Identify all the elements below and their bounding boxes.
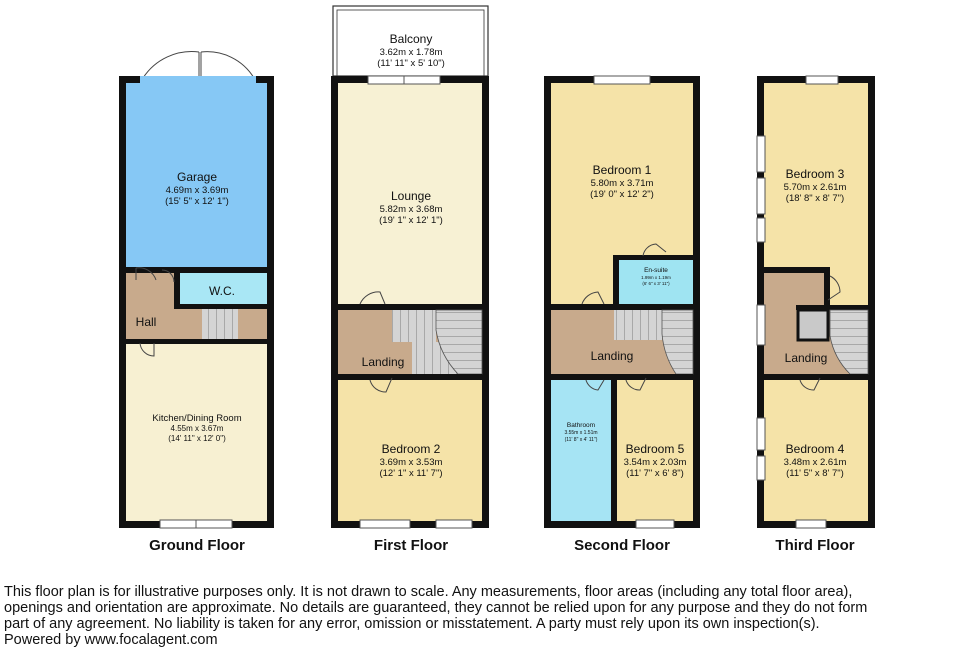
garage-door-opening xyxy=(140,76,256,83)
bedroom3-window-side-2 xyxy=(757,178,765,214)
bedroom2-imperial: (12' 1" x 11' 7") xyxy=(379,468,443,479)
bedroom2-window-right xyxy=(436,520,472,528)
third-landing-window xyxy=(757,305,765,345)
balcony-metric: 3.62m x 1.78m xyxy=(379,47,443,58)
garage-metric: 4.69m x 3.69m xyxy=(165,185,229,196)
bedroom3-window-top xyxy=(806,76,838,84)
ensuite-label: En-suite xyxy=(644,267,668,274)
wc-label: W.C. xyxy=(209,284,235,298)
garage-door-swing xyxy=(143,52,254,78)
bedroom3-imperial: (18' 8" x 8' 7") xyxy=(785,193,845,204)
bathroom-metric: 3.55m x 1.51m xyxy=(564,430,598,436)
bedroom3-window-side-3 xyxy=(757,218,765,242)
bedroom5-imperial: (11' 7" x 6' 8") xyxy=(626,468,684,479)
bedroom1-window xyxy=(594,76,650,84)
bedroom4-divider-wall xyxy=(764,374,868,380)
lounge-imperial: (19' 1" x 12' 1") xyxy=(379,215,443,226)
bedroom2-metric: 3.69m x 3.53m xyxy=(379,457,443,468)
disclaimer-line: This floor plan is for illustrative purposes only. It is not drawn to scale. Any measurements, floor areas (including any total floor area), xyxy=(4,584,853,600)
bedroom5-window xyxy=(636,520,674,528)
first-floor-plan xyxy=(331,6,489,554)
first-stairs-upper xyxy=(392,310,436,342)
bedroom1-metric: 5.80m x 3.71m xyxy=(590,178,654,189)
third-floor-plan xyxy=(757,76,875,554)
ground-floor-plan xyxy=(119,52,274,554)
bedroom5-metric: 3.54m x 2.03m xyxy=(623,457,687,468)
bedroom2-divider-wall xyxy=(338,374,482,380)
bedroom3-label: Bedroom 3 xyxy=(785,167,845,181)
bedroom4-window-bottom xyxy=(796,520,826,528)
disclaimer-line: part of any agreement. No liability is taken for any error, omission or misstatement. A party must rely upon its own inspection(s). xyxy=(4,616,820,632)
lounge-label: Lounge xyxy=(390,189,432,203)
first-floor-title: First Floor xyxy=(373,537,449,554)
bedroom5-label: Bedroom 5 xyxy=(625,442,685,456)
second-landing-divider-wall xyxy=(551,374,693,380)
kitchen-imperial: (14' 11" x 12' 0") xyxy=(168,434,226,443)
bedroom1-divider-wall xyxy=(551,304,693,310)
lounge-divider-wall xyxy=(338,304,482,310)
balcony-label: Balcony xyxy=(389,32,433,46)
wc-wall-bottom xyxy=(174,304,267,309)
bathroom-label: Bathroom xyxy=(566,422,596,429)
powered-by-text: Powered by www.focalagent.com xyxy=(4,632,218,648)
bathroom-room xyxy=(551,380,611,521)
second-stairs-upper xyxy=(614,310,662,340)
bedroom4-label: Bedroom 4 xyxy=(785,442,845,456)
ground-floor-title: Ground Floor xyxy=(149,537,245,554)
bedroom4-imperial: (11' 5" x 8' 7") xyxy=(786,468,844,479)
third-floor-title: Third Floor xyxy=(775,537,855,554)
kitchen-metric: 4.55m x 3.67m xyxy=(170,424,224,433)
garage-imperial: (15' 5" x 12' 1") xyxy=(165,196,229,207)
disclaimer-line: openings and orientation are approximate. No details are guaranteed, they cannot be relied upon for any purpose and they do not form xyxy=(4,600,868,616)
disclaimer-text xyxy=(4,584,972,648)
bathroom-divider-wall xyxy=(611,374,617,521)
bedroom2-window-left xyxy=(360,520,410,528)
kitchen-divider-wall xyxy=(126,339,267,344)
second-floor-plan xyxy=(544,76,700,554)
kitchen-label: Kitchen/Dining Room xyxy=(152,413,242,424)
bedroom2-label: Bedroom 2 xyxy=(381,442,441,456)
bedroom4-metric: 3.48m x 2.61m xyxy=(783,457,847,468)
bedroom4-window-side-2 xyxy=(757,456,765,480)
third-landing-label: Landing xyxy=(784,351,828,365)
balcony-imperial: (11' 11" x 5' 10") xyxy=(377,58,445,69)
third-landing-wall xyxy=(764,267,830,273)
bedroom3-metric: 5.70m x 2.61m xyxy=(783,182,847,193)
bedroom1-imperial: (19' 0" x 12' 2") xyxy=(590,189,654,200)
second-landing-label: Landing xyxy=(590,349,634,363)
bedroom1-label: Bedroom 1 xyxy=(592,163,652,177)
second-floor-title: Second Floor xyxy=(574,537,670,554)
bedroom3-lower xyxy=(830,267,868,305)
garage-label: Garage xyxy=(176,170,218,184)
bedroom3-window-side-1 xyxy=(757,136,765,172)
third-stairs-void xyxy=(798,310,828,340)
hall-label: Hall xyxy=(135,315,157,329)
bathroom-imperial: (11' 8" x 4' 11") xyxy=(564,437,598,443)
hall-stairs xyxy=(202,309,238,339)
ensuite-metric: 1.99m x 1.19m xyxy=(641,275,671,280)
lounge-metric: 5.82m x 3.68m xyxy=(379,204,443,215)
ensuite-imperial: (6' 6" x 3' 11") xyxy=(642,281,670,286)
bedroom4-window-side-1 xyxy=(757,418,765,450)
first-landing-label: Landing xyxy=(361,355,405,369)
